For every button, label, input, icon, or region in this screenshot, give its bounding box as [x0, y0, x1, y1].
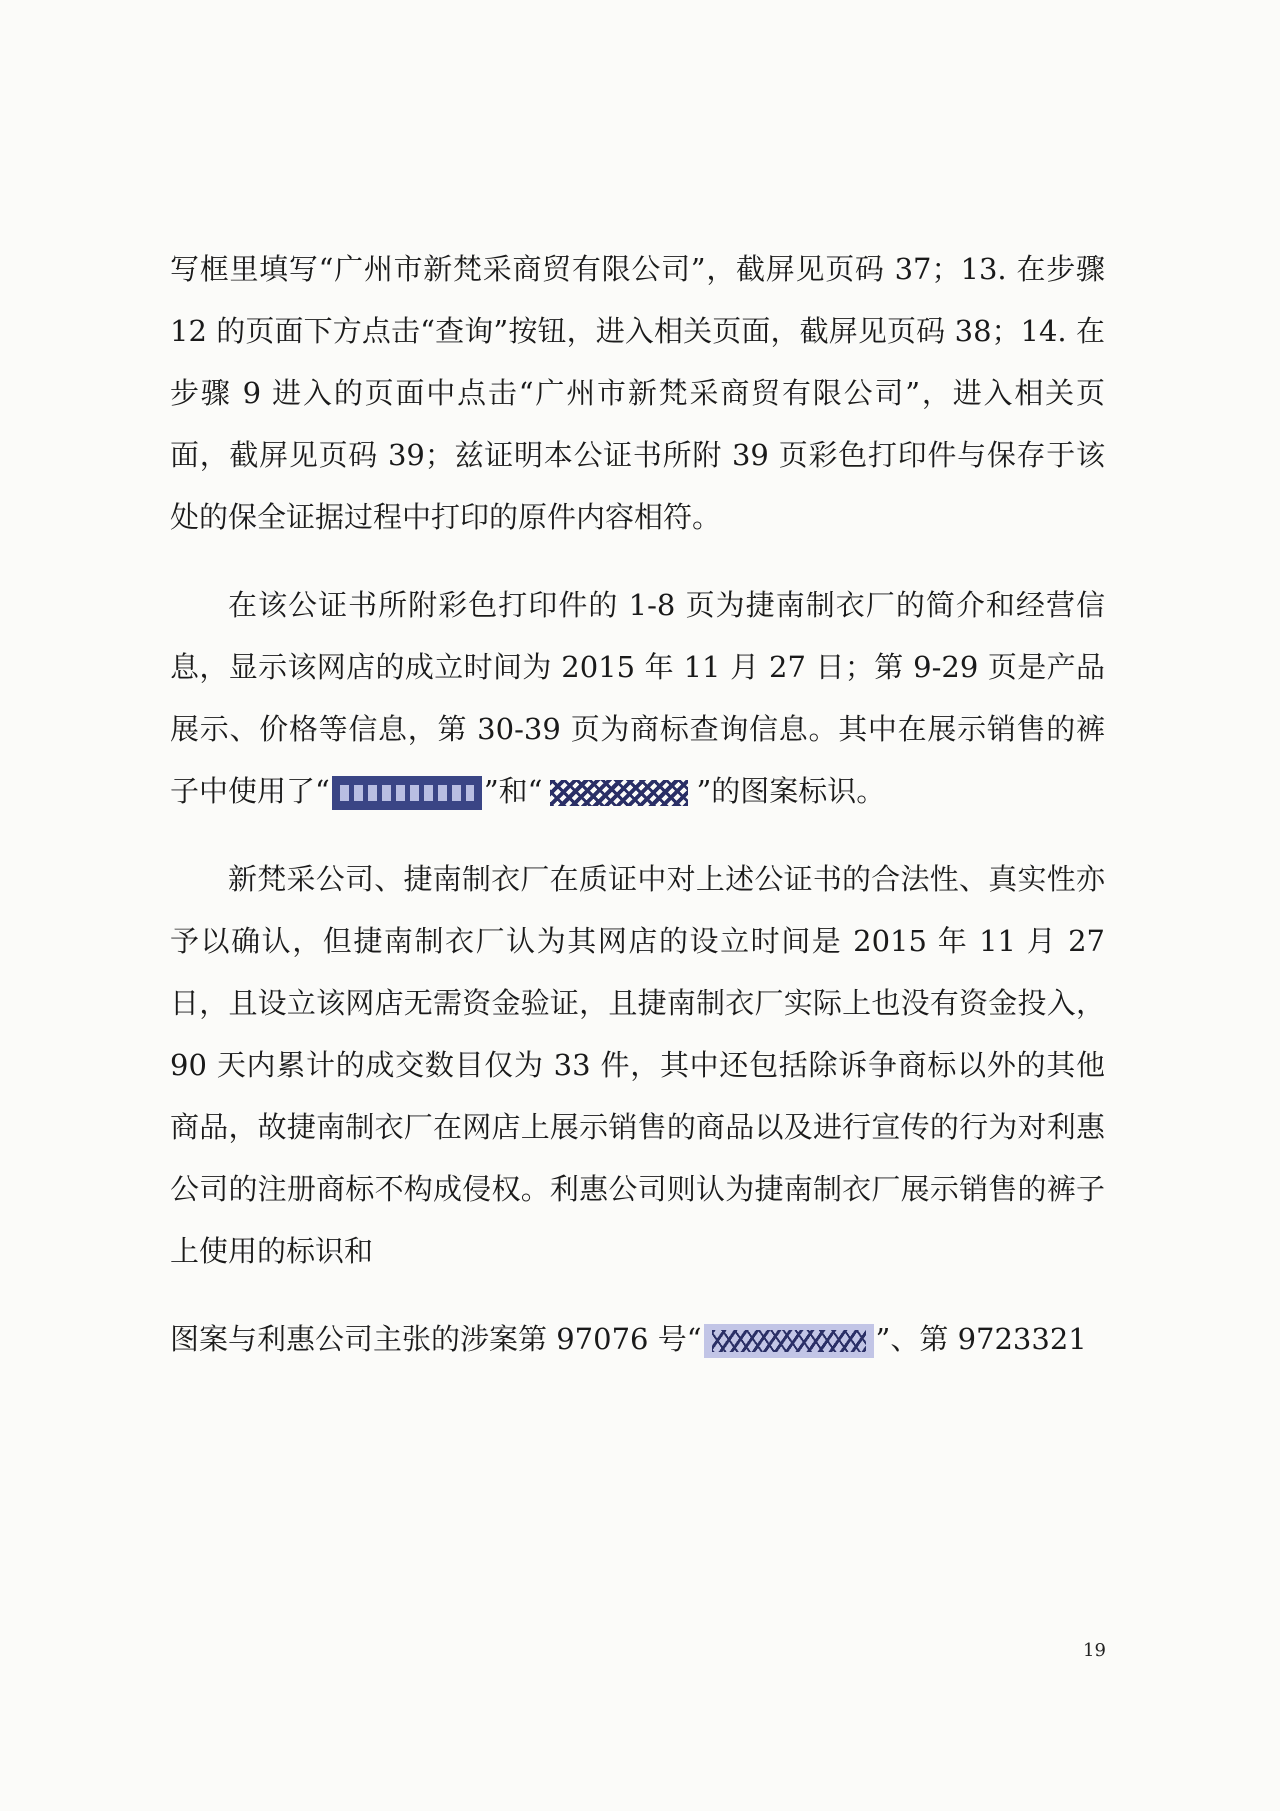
paragraph-4-text-b: ”、第 9723321 — [875, 1322, 1087, 1356]
paragraph-3: 新梵采公司、捷南制衣厂在质证中对上述公证书的合法性、真实性亦予以确认，但捷南制衣厂认为其网店的设立时间是 2015 年 11 月 27 日，且设立该网店无需资金验证，且捷南制衣厂实际上也没有资金投入，90 天内累计的成交数目仅为 33 件，其中还包括除诉争商标以外的其他商品，故捷南制衣厂在网店上展示销售的商品以及进行宣传的行为对利惠公司的注册商标不构成侵权。利惠公司则认为捷南制衣厂展示销售的裤子上使用的标识和 — [170, 862, 1105, 1268]
paragraph-2-text-c: ”的图案标识。 — [696, 774, 886, 808]
paragraph-2 — [170, 574, 1105, 822]
body-text — [170, 238, 1105, 1370]
paragraph-4 — [170, 1308, 1105, 1370]
page-number: 19 — [1083, 1640, 1106, 1661]
liwershi-logo-image — [332, 776, 482, 810]
trademark-logo-image — [704, 1324, 874, 1358]
horse-logo-image — [544, 776, 694, 810]
paragraph-2-text-b: ”和“ — [483, 774, 543, 808]
paragraph-1: 写框里填写“广州市新梵采商贸有限公司”，截屏见页码 37；13. 在步骤 12 的页面下方点击“查询”按钮，进入相关页面，截屏见页码 38；14. 在步骤 9 进入的页面中点击“广州市新梵采商贸有限公司”，进入相关页面，截屏见页码 39；兹证明本公证书所附 39 页彩色打印件与保存于该处的保全证据过程中打印的原件内容相符。 — [170, 252, 1105, 534]
paragraph-4-text-a: 图案与利惠公司主张的涉案第 97076 号“ — [170, 1322, 702, 1356]
paragraph-2-text-a: 在该公证书所附彩色打印件的 1-8 页为捷南制衣厂的简介和经营信息，显示该网店的成立时间为 2015 年 11 月 27 日；第 9-29 页是产品展示、价格等信息，第 30-39 页为商标查询信息。其中在展示销售的裤子中使用了“ — [170, 588, 1105, 808]
